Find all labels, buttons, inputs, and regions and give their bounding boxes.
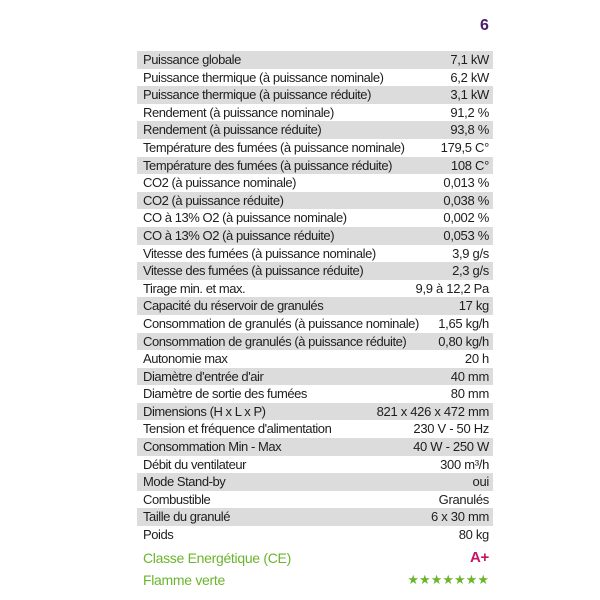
spec-table [137, 51, 493, 591]
flamme-verte-stars-icon: ★★★★★★★ [407, 571, 489, 587]
spec-label: CO à 13% O2 (à puissance nominale) [143, 210, 347, 226]
spec-row [137, 245, 493, 263]
spec-value: 40 W - 250 W [413, 439, 489, 455]
spec-value: 40 mm [450, 368, 489, 384]
spec-label: Capacité du réservoir de granulés [143, 298, 324, 314]
spec-row [137, 121, 493, 139]
spec-value: 0,038 % [443, 192, 489, 208]
spec-label: Vitesse des fumées (à puissance réduite) [143, 263, 364, 279]
spec-row [137, 104, 493, 122]
spec-row [137, 315, 493, 333]
spec-label: Température des fumées (à puissance réduite) [143, 157, 393, 173]
spec-label: Puissance thermique (à puissance réduite) [143, 87, 371, 103]
spec-value: 91,2 % [450, 104, 489, 120]
spec-value: 0,80 kg/h [438, 333, 489, 349]
spec-row [137, 350, 493, 368]
spec-value: 6 x 30 mm [431, 509, 489, 525]
spec-value: 300 m³/h [440, 456, 489, 472]
spec-value: 2,3 g/s [452, 263, 489, 279]
spec-label: Tirage min. et max. [143, 280, 246, 296]
spec-label: CO2 (à puissance réduite) [143, 192, 284, 208]
spec-row [137, 280, 493, 298]
spec-value: 3,9 g/s [452, 245, 489, 261]
spec-row [137, 420, 493, 438]
spec-value: Granulés [438, 491, 489, 507]
spec-value: 9,9 à 12,2 Pa [415, 280, 489, 296]
energy-class-label: Classe Energétique (CE) [143, 549, 291, 566]
spec-value: 821 x 426 x 472 mm [376, 403, 489, 419]
spec-value: 1,65 kg/h [438, 315, 489, 331]
spec-label: Puissance globale [143, 52, 241, 67]
spec-row [137, 262, 493, 280]
spec-value: 6,2 kW [450, 69, 489, 85]
spec-row [137, 438, 493, 456]
spec-row [137, 157, 493, 175]
spec-label: CO2 (à puissance nominale) [143, 175, 297, 191]
spec-row [137, 209, 493, 227]
spec-label: Combustible [143, 491, 211, 507]
spec-row [137, 51, 493, 69]
spec-row [137, 508, 493, 526]
spec-label: Mode Stand-by [143, 474, 226, 490]
spec-label: Rendement (à puissance réduite) [143, 122, 322, 138]
spec-rows [137, 51, 493, 544]
spec-label: Débit du ventilateur [143, 456, 247, 472]
spec-label: Température des fumées (à puissance nominale) [143, 139, 405, 155]
spec-value: 80 kg [458, 527, 489, 543]
spec-value: 80 mm [450, 386, 489, 402]
spec-label: Tension et fréquence d'alimentation [143, 421, 332, 437]
spec-row [137, 385, 493, 403]
flamme-verte-row [137, 569, 493, 591]
spec-label: Consommation Min - Max [143, 439, 282, 455]
spec-value: oui [472, 474, 489, 490]
flamme-verte-label: Flamme verte [143, 571, 225, 588]
spec-row [137, 333, 493, 351]
energy-class-value: A+ [470, 548, 489, 566]
spec-row [137, 227, 493, 245]
spec-value: 0,013 % [443, 175, 489, 191]
spec-row [137, 192, 493, 210]
spec-row [137, 473, 493, 491]
spec-row [137, 526, 493, 544]
spec-label: Consommation de granulés (à puissance réduite) [143, 333, 407, 349]
spec-row [137, 86, 493, 104]
spec-label: Vitesse des fumées (à puissance nominale) [143, 245, 376, 261]
spec-row [137, 491, 493, 509]
spec-value: 7,1 kW [450, 52, 489, 67]
spec-label: Dimensions (H x L x P) [143, 403, 266, 419]
spec-label: Taille du granulé [143, 509, 231, 525]
spec-label: Consommation de granulés (à puissance nominale) [143, 315, 419, 331]
spec-value: 3,1 kW [450, 87, 489, 103]
spec-label: CO à 13% O2 (à puissance réduite) [143, 227, 335, 243]
energy-class-row [137, 547, 493, 569]
spec-value: 108 C° [450, 157, 489, 173]
spec-row [137, 297, 493, 315]
spec-value: 20 h [464, 351, 489, 367]
spec-row [137, 456, 493, 474]
spec-label: Rendement (à puissance nominale) [143, 104, 334, 120]
spec-row [137, 368, 493, 386]
page-number: 6 [480, 17, 489, 34]
spec-value: 0,002 % [443, 210, 489, 226]
spec-label: Diamètre d'entrée d'air [143, 368, 264, 384]
spec-value: 179,5 C° [440, 139, 489, 155]
spec-value: 0,053 % [443, 227, 489, 243]
spec-label: Autonomie max [143, 351, 228, 367]
spec-label: Poids [143, 527, 174, 543]
spec-row [137, 139, 493, 157]
spec-row [137, 174, 493, 192]
spec-row [137, 69, 493, 87]
spec-row [137, 403, 493, 421]
spec-label: Diamètre de sortie des fumées [143, 386, 307, 402]
spec-label: Puissance thermique (à puissance nominale) [143, 69, 384, 85]
spec-value: 93,8 % [450, 122, 489, 138]
spec-value: 17 kg [458, 298, 489, 314]
spec-value: 230 V - 50 Hz [413, 421, 489, 437]
